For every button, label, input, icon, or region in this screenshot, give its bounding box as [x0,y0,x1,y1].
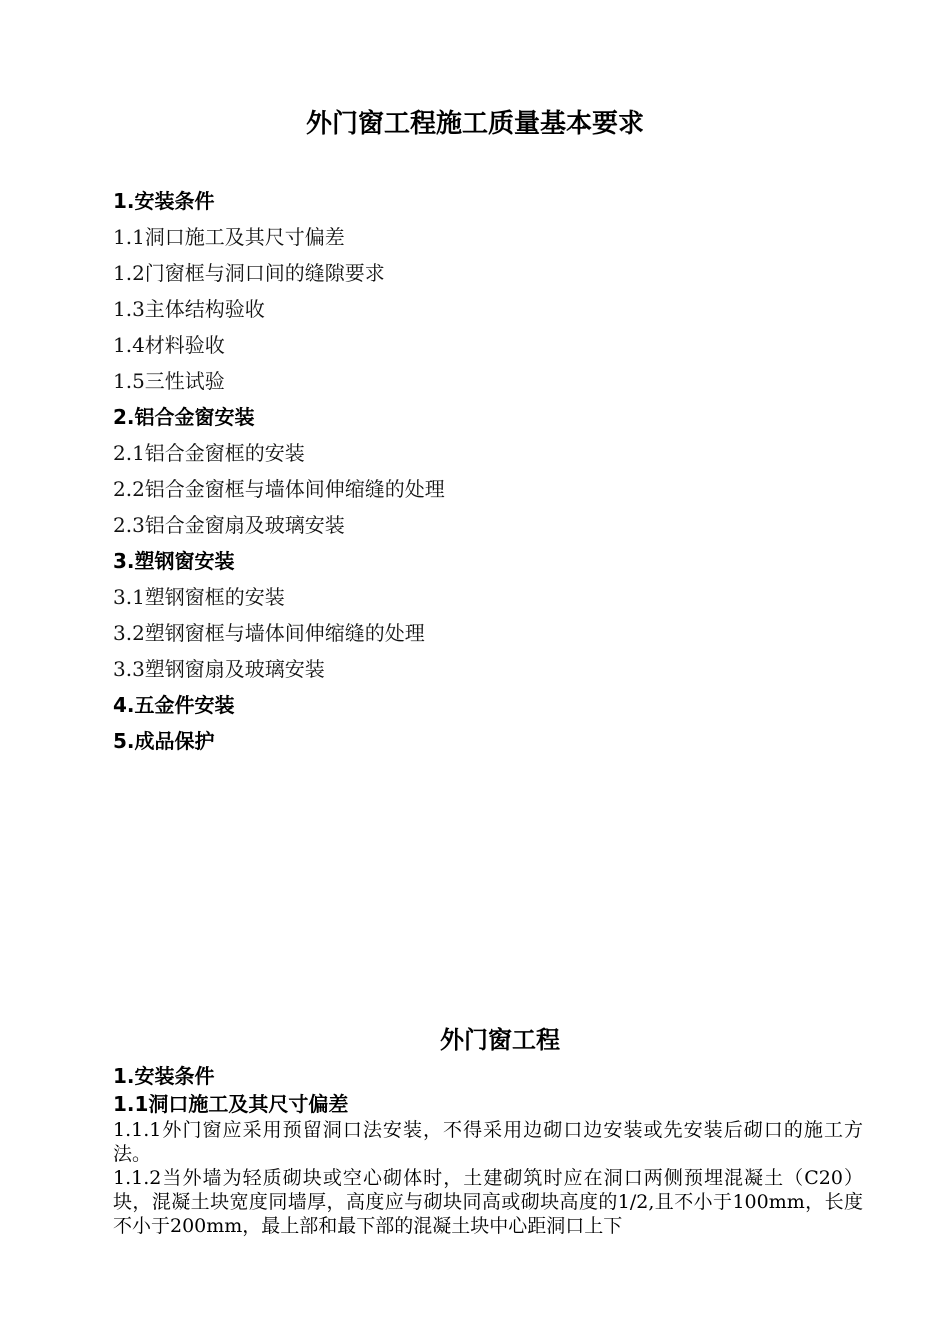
document-title: 外门窗工程施工质量基本要求 [305,109,644,139]
toc-subitem: 1.3主体结构验收 [113,297,265,321]
toc-subitem: 1.2门窗框与洞口间的缝隙要求 [113,261,385,285]
toc-heading: 4.五金件安装 [113,693,235,717]
toc-subitem: 3.1塑钢窗框的安装 [113,585,285,609]
toc-subitem: 2.1铝合金窗框的安装 [113,441,305,465]
toc-subitem: 1.5三性试验 [113,369,225,393]
paragraph-1-1-2: 1.1.2当外墙为轻质砌块或空心砌体时，土建砌筑时应在洞口两侧预埋混凝土（C20）块，混凝土块宽度同墙厚，高度应与砌块同高或砌块高度的1/2,且不小于100mm，长度不小于200mm，最上部和最下部的混凝土块中心距洞口上下 [113,1167,863,1237]
toc-heading: 5.成品保护 [113,729,215,753]
section-body [113,1062,863,1238]
toc-heading: 3.塑钢窗安装 [113,549,235,573]
toc-subitem: 2.3铝合金窗扇及玻璃安装 [113,513,345,537]
toc-subitem: 2.2铝合金窗框与墙体间伸缩缝的处理 [113,477,445,501]
toc-subitem: 1.1洞口施工及其尺寸偏差 [113,225,345,249]
toc-heading: 2.铝合金窗安装 [113,405,255,429]
section-heading-1: 1.安装条件 [113,1064,215,1088]
toc-subitem: 1.4材料验收 [113,333,225,357]
table-of-contents [113,183,873,759]
toc-subitem: 3.2塑钢窗框与墙体间伸缩缝的处理 [113,621,425,645]
section-title: 外门窗工程 [440,1026,560,1054]
toc-subitem: 3.3塑钢窗扇及玻璃安装 [113,657,325,681]
paragraph-1-1-1: 1.1.1外门窗应采用预留洞口法安装，不得采用边砌口边安装或先安装后砌口的施工方法。 [113,1119,863,1165]
toc-heading: 1.安装条件 [113,189,215,213]
section-heading-1-1: 1.1洞口施工及其尺寸偏差 [113,1092,349,1116]
